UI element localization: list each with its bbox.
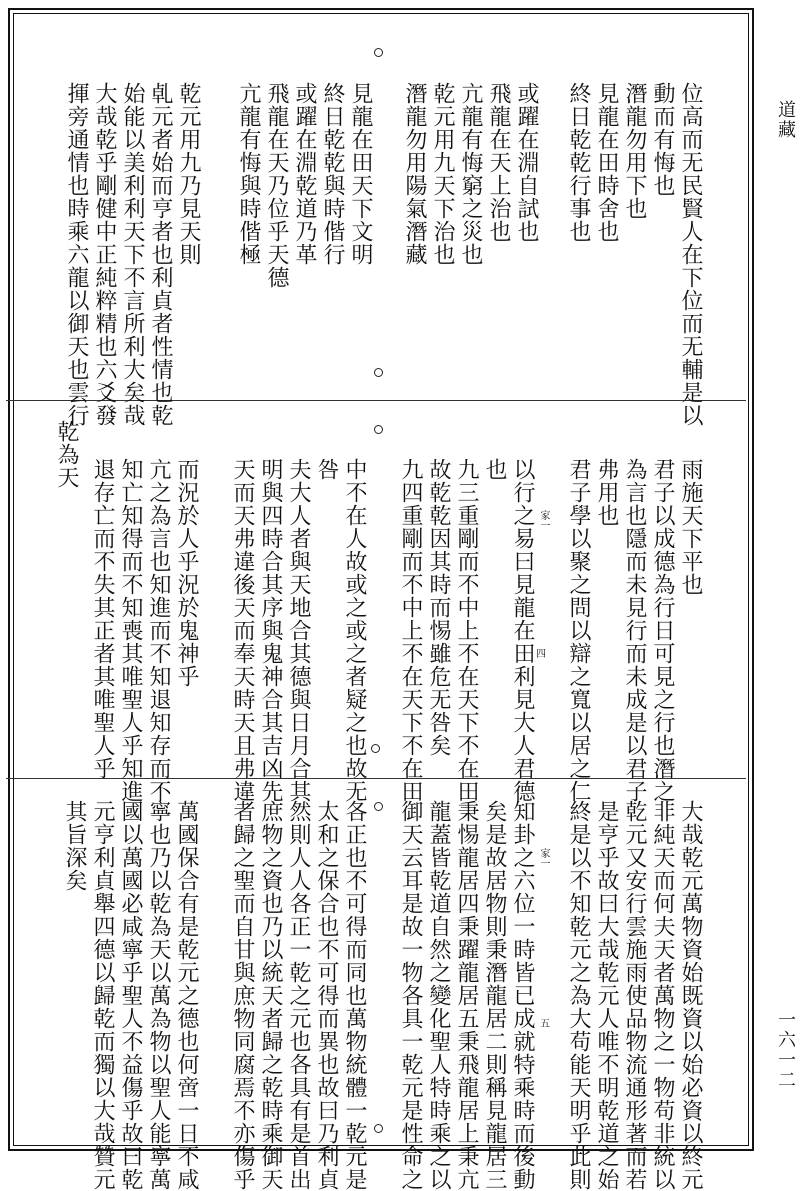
text-column: 然則人人各正一乾之元也各具有是首出	[286, 800, 311, 1191]
text-column: 乾元用九天下治也	[430, 82, 455, 266]
text-column: 雨施天下平也	[678, 458, 703, 596]
text-column: 揮旁通情也時乘六龍以御天也雲行	[64, 82, 89, 427]
text-column: 知卦之六位一時皆已成就特乘時而後動	[510, 800, 535, 1191]
text-column: 咎	[314, 458, 339, 481]
section-circle	[374, 48, 383, 57]
text-column: 位高而无民賢人在下位而无輔是以	[678, 82, 703, 427]
text-column: 九四重剛而不中上不在天下不在田	[398, 458, 423, 803]
block-mark: 四	[536, 649, 546, 660]
text-column: 飛龍在天乃位乎天德	[264, 82, 289, 289]
text-column: 動而有悔也	[650, 82, 675, 197]
text-column: 明與四時合其序與鬼神合其吉凶先	[258, 458, 283, 803]
text-column: 𠃵元者始而亨者也利貞者性情也乾	[148, 82, 173, 427]
section-circle	[374, 802, 383, 811]
text-column: 君子以成德為行日可見之行也潛之	[650, 458, 675, 803]
text-column: 或躍在淵乾道乃革	[292, 82, 317, 266]
section-circle	[374, 425, 383, 434]
text-column: 太和之保合也不可得而異也故曰乃利貞	[314, 800, 339, 1191]
text-column: 終日乾乾行事也	[566, 82, 591, 243]
section-circle	[374, 1124, 383, 1133]
block-mark: 家一	[538, 510, 549, 530]
block-mark: 五	[540, 1019, 550, 1030]
text-column: 元亨利貞舉四德以歸乾而獨以大哉贊元	[90, 800, 115, 1191]
text-column: 亢龍有悔與時偕極	[236, 82, 261, 266]
text-column: 其旨深矣	[62, 800, 87, 892]
text-column: 見龍在田天下文明	[348, 82, 373, 266]
text-column: 潛龍勿用陽氣潛藏	[402, 82, 427, 266]
text-column: 各正也不可得而同也萬物統體一乾元是	[342, 800, 367, 1191]
text-column: 潛龍勿用下也	[622, 82, 647, 220]
text-column: 故乾乾因其時而惕雖危无咎矣	[426, 458, 451, 757]
text-column: 弗用也	[594, 458, 619, 527]
text-column: 終日乾乾與時偕行	[320, 82, 345, 266]
text-column: 也	[482, 458, 507, 481]
text-column: 亢之為言也知進而不知退知存而不	[146, 458, 171, 803]
text-column: 是亨乎故曰大哉乾元人唯不明乾道之始	[594, 800, 619, 1191]
collection-title: 道藏	[775, 100, 796, 140]
text-column: 庶物之資也乃以統天者歸之乾時乘御天	[258, 800, 283, 1191]
text-column: 矣是故居物則秉潛龍居二則稱見龍居三	[482, 800, 507, 1191]
text-column: 乾元用九乃見天則	[176, 82, 201, 266]
text-column: 御天云耳是故一物各具一乾元是性命之	[398, 800, 423, 1191]
text-column: 龍蓋皆乾道自然之變化聖人特時乘之以	[426, 800, 451, 1191]
text-column: 寧也乃以乾為天以萬為物以聖人能寧萬	[146, 800, 171, 1191]
text-column: 以行之易曰見龍在田利見大人君德	[510, 458, 535, 803]
text-column: 夫大人者與天地合其德與日月合其	[286, 458, 311, 803]
text-column: 秉惕龍居四秉躍龍居五秉飛龍居上秉亢	[454, 800, 479, 1191]
text-column: 乾元又安行雲施雨使品物流通形著而若	[622, 800, 647, 1191]
text-column: 或躍在淵自試也	[514, 82, 539, 243]
text-column: 大哉乾乎剛健中正純粹精也六爻發	[92, 82, 117, 427]
text-column: 九三重剛而不中上不在天下不在田	[454, 458, 479, 803]
text-column: 中不在人故或之或之者疑之也故无	[342, 458, 367, 803]
text-column: 為言也隱而未見行而未成是以君子	[622, 458, 647, 803]
page-number: 一六一二	[775, 1010, 796, 1090]
text-column: 天而天弗違後天而奉天時天且弗違	[230, 458, 255, 803]
text-column: 飛龍在天上治也	[486, 82, 511, 243]
text-column: 非純天而何夫天者萬物之一物苟非統以	[650, 800, 675, 1191]
block-mark: 家一	[538, 848, 549, 868]
text-column: 亢龍有悔窮之災也	[458, 82, 483, 266]
text-column: 見龍在田時舍也	[594, 82, 619, 243]
text-column: 君子學以聚之問以辯之寬以居之仁	[566, 458, 591, 803]
text-column: 終是以不知乾元之為大苟能天明乎此則	[566, 800, 591, 1191]
text-column: 知亡知得而不知喪其唯聖人乎知進	[118, 458, 143, 803]
text-column: 退存亡而不失其正者其唯聖人乎	[90, 458, 115, 780]
section-circle	[371, 744, 380, 753]
text-column: 始能以美利利天下不言所利大矣哉	[120, 82, 145, 427]
text-column: 國以萬國必咸寧乎聖人不益傷乎故曰乾	[118, 800, 143, 1191]
section-circle	[374, 368, 383, 377]
text-column: 萬國保合有是乾元之德也何啻一日不咸	[174, 800, 199, 1191]
text-column: 而況於人乎況於鬼神乎	[174, 458, 199, 688]
text-column: 者歸之聖而自甘與庶物同腐焉不亦傷乎	[230, 800, 255, 1191]
text-column: 大哉乾元萬物資始既資以始必資以終元	[678, 800, 703, 1191]
text-column: 乾為天	[54, 420, 79, 489]
